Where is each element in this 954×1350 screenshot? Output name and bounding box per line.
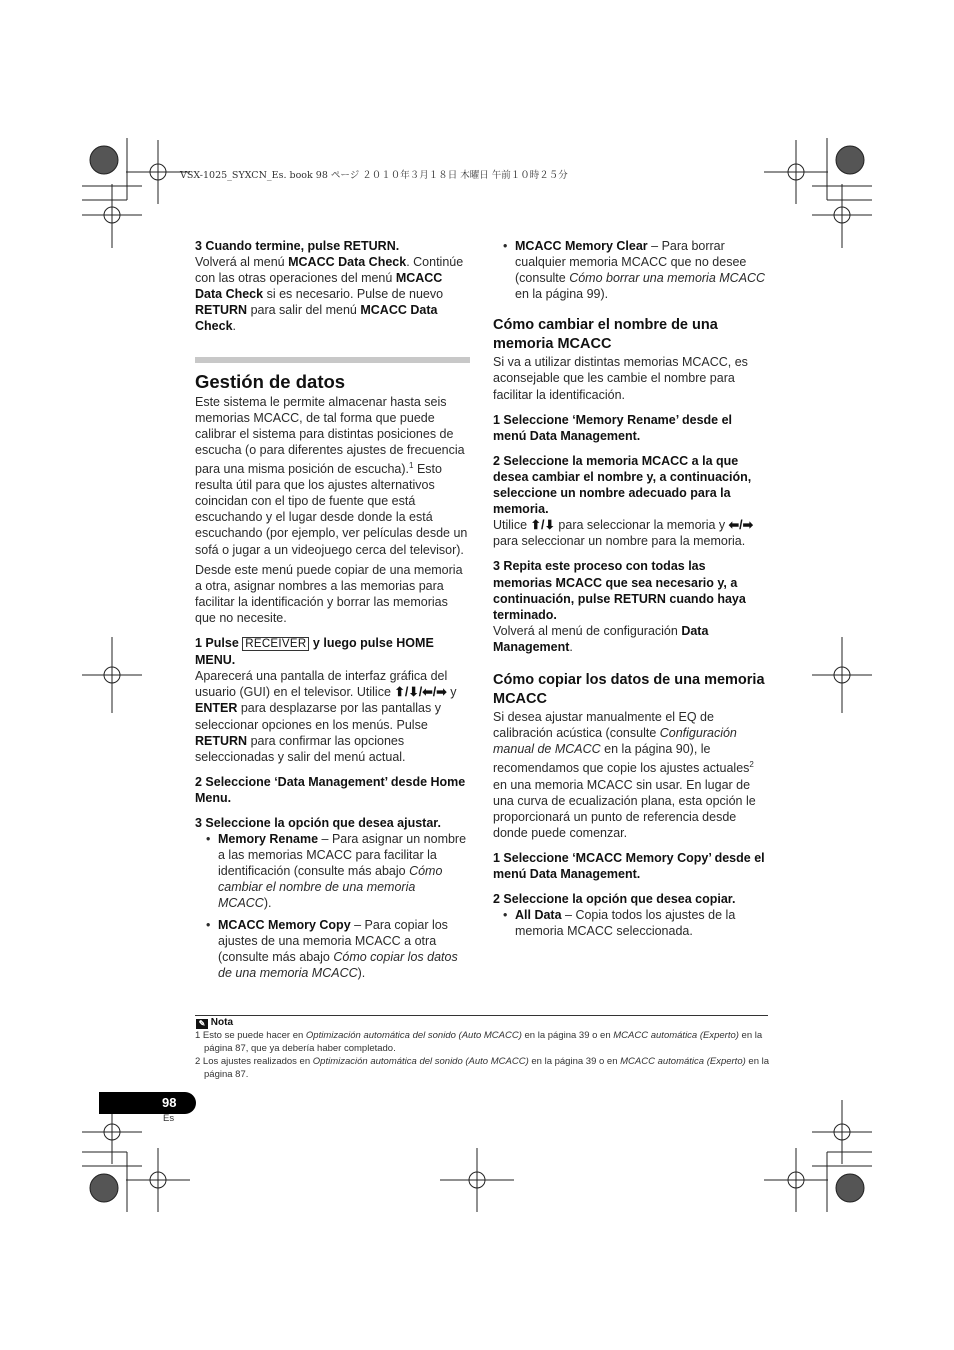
step-1-suffix: y luego pulse HOME MENU. <box>195 636 434 668</box>
step-1-prefix: 1 Pulse <box>195 636 243 651</box>
footnote-1: 1 Esto se puede hacer en Optimización automática del sonido (Auto MCACC) en la página 39 o en MCACC automática (Experto) en la página 87, que ya debería haber completado. <box>195 1030 763 1054</box>
bullet-memory-clear: • MCACC Memory Clear – Para borrar cualquier memoria MCACC que no desee (consulte Cómo borrar una memoria MCACC en la página 99). <box>503 239 766 302</box>
print-header-line: VSX-1025_SYXCN_Es. book 98 ページ ２０１０年３月１８日 木曜日 午前１０時２５分 <box>180 170 568 181</box>
page-number-badge <box>99 1092 196 1114</box>
step-1-body: Aparecerá una pantalla de interfaz gráfica del usuario (GUI) en el televisor. Utilice ⬆/⬇/⬅/➡ y ENTER para desplazarse por las pantallas y seleccionar opciones en los menús. Pulse RETURN para confirmar las opciones seleccionadas y salir del menú actual. <box>195 669 457 764</box>
notes-label-row <box>196 1017 233 1029</box>
rename-step-2: 2 Seleccione la memoria MCACC a la que desea cambiar el nombre y, a continuación, seleccione un nombre adecuado para la memoria. <box>493 453 752 517</box>
section-heading: Gestión de datos <box>195 370 346 392</box>
copy-step-2: 2 Seleccione la opción que desea copiar. <box>493 892 736 907</box>
notes-rule <box>195 1015 768 1016</box>
receiver-key: RECEIVER <box>242 637 309 651</box>
left-column <box>195 238 470 981</box>
rename-heading: Cómo cambiar el nombre de una memoria MCACC <box>493 317 718 353</box>
rename-step-3-body: Volverá al menú de configuración Data Management. <box>493 623 709 654</box>
notes-label: Nota <box>210 1017 234 1028</box>
copy-step-1: 1 Seleccione ‘MCACC Memory Copy’ desde el menú Data Management. <box>493 850 765 881</box>
step-3b-title: 3 Seleccione la opción que desea ajustar. <box>195 815 441 830</box>
step-2-title: 2 Seleccione ‘Data Management’ desde Home Menu. <box>195 774 466 805</box>
page-language: Es <box>163 1113 175 1124</box>
footnote-2: 2 Los ajustes realizados en Optimización automática del sonido (Auto MCACC) en la página 39 o en MCACC automática (Experto) en la página 87. <box>195 1056 770 1080</box>
intro-paragraph-2: Desde este menú puede copiar de una memoria a otra, asignar nombres a las memorias para facilitar la identificación y borrar las memorias que no necesite. <box>195 562 463 625</box>
step-3-body: Volverá al menú MCACC Data Check. Continúe con las otras operaciones del menú MCACC Data Check si es necesario. Pulse de nuevo RETURN para salir del menú MCACC Data Check. <box>195 255 464 334</box>
copy-heading: Cómo copiar los datos de una memoria MCACC <box>493 671 765 707</box>
step-3-title: 3 Cuando termine, pulse RETURN. <box>195 239 400 253</box>
right-column <box>493 238 768 939</box>
rename-intro: Si va a utilizar distintas memorias MCACC, es aconsejable que les cambie el nombre para facilitar la identificación. <box>493 355 748 402</box>
rename-step-1: 1 Seleccione ‘Memory Rename’ desde el menú Data Management. <box>493 412 733 443</box>
page-number: 98 <box>162 1095 177 1110</box>
bullet-memory-rename: • Memory Rename – Para asignar un nombre a las memorias MCACC para facilitar la identificación (consulte más abajo Cómo cambiar el nombre de una memoria MCACC). <box>206 832 467 911</box>
rename-step-3: 3 Repita este proceso con todas las memorias MCACC que sea necesario y, a continuación, pulse RETURN cuando haya terminado. <box>493 559 746 622</box>
rename-step-2-body: Utilice ⬆/⬇ para seleccionar la memoria y ⬅/➡ para seleccionar un nombre para la memoria. <box>493 518 754 549</box>
step-1-title <box>195 635 470 668</box>
note-pencil-icon: ✎ <box>196 1019 208 1029</box>
intro-paragraph-1: Este sistema le permite almacenar hasta seis memorias MCACC, de tal forma que puede calibrar el sistema para distintas posiciones de escucha (o para diferentes ajustes de frecuencia para una misma posición de escucha).$^1$ Esto resulta útil para que los ajustes alternativos coincidan con el tipo de fuente que está escuchando y el lugar desde donde la está escuchando (por ejemplo, ver películas desde un sofá o jugar a un videojuego cerca del televisor). <box>195 394 468 557</box>
copy-intro: Si desea ajustar manualmente el EQ de calibración acústica (consulte Configuración manual de MCACC en la página 90), le recomendamos que copie los ajustes actuales$^2$ en una memoria MCACC sin usar. En lugar de una curva de ecualización plana, esta opción le proporcionará un punto de referencia desde donde puede comenzar. <box>493 709 756 840</box>
bullet-memory-copy: • MCACC Memory Copy – Para copiar los ajustes de una memoria MCACC a otra (consulte más abajo Cómo copiar los datos de una memoria MCACC). <box>206 917 458 980</box>
bullet-all-data: • All Data – Copia todos los ajustes de la memoria MCACC seleccionada. <box>503 908 736 939</box>
